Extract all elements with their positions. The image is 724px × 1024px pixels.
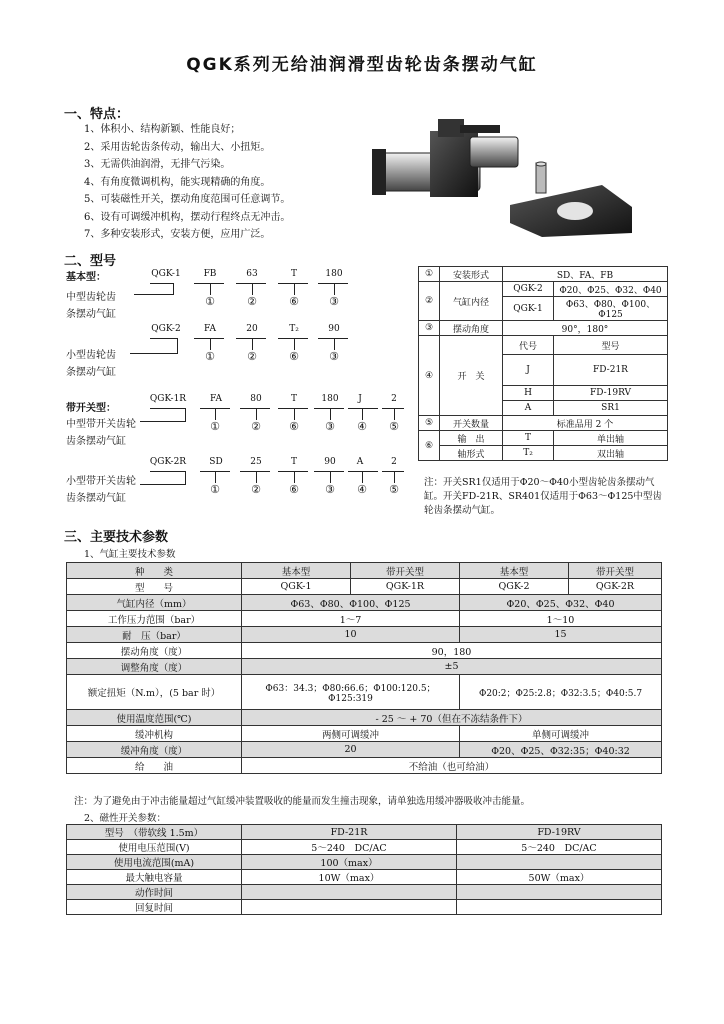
model-code: J: [358, 394, 362, 404]
param-number: ⑤: [389, 420, 399, 433]
tech-sub2: 2、磁性开关参数：: [84, 813, 167, 824]
model-code: T: [290, 457, 297, 467]
model-code: 180: [321, 394, 339, 404]
param-number: ①: [210, 420, 220, 433]
feature-item: 5、可装磁性开关，摆动角度范围可任意调节。: [84, 194, 291, 205]
param-number: ②: [247, 295, 257, 308]
model-code: T₂: [289, 324, 299, 334]
param-number: ③: [325, 420, 335, 433]
features-list: [84, 121, 290, 244]
model-code: 90: [324, 457, 336, 467]
param-number: ①: [205, 295, 215, 308]
spec-note: 注：开关SR1仅适用于Φ20～Φ40小型齿轮齿条摆动气缸。开关FD-21R、SR401仅适用于Φ63～Φ125中型齿轮齿条摆动气缸。: [424, 477, 662, 516]
model-code: QGK-1: [151, 269, 181, 279]
model-code: T: [290, 394, 297, 404]
model-code: QGK-2R: [149, 457, 187, 467]
switch-type-label: 带开关型：: [66, 403, 116, 414]
product-photo: [370, 115, 660, 240]
param-number: ④: [357, 420, 367, 433]
param-number: ②: [251, 483, 261, 496]
small-type-desc: 条摆动气缸: [66, 367, 116, 378]
param-number: ⑥: [289, 350, 299, 363]
model-code: 180: [325, 269, 343, 279]
param-number: ①: [205, 350, 215, 363]
model-code: 80: [250, 394, 262, 404]
model-code: FA: [210, 394, 222, 404]
param-number: ④: [357, 483, 367, 496]
model-code: A: [356, 457, 364, 467]
small-type-desc: 小型齿轮齿: [66, 350, 116, 361]
param-number: ②: [251, 420, 261, 433]
small-switch-desc: 齿条摆动气缸: [66, 493, 126, 504]
model-code: SD: [209, 457, 223, 467]
basic-type-label: 基本型：: [66, 272, 106, 283]
feature-item: 7、多种安装形式，安装方便，应用广泛。: [84, 229, 271, 240]
param-number: ⑥: [289, 420, 299, 433]
model-code: 20: [246, 324, 258, 334]
model-code: 2: [391, 457, 397, 467]
tech-heading: 三、主要技术参数: [64, 530, 169, 545]
model-code: QGK-2: [151, 324, 181, 334]
model-code: 25: [250, 457, 262, 467]
param-number: ①: [210, 483, 220, 496]
param-number: ⑥: [289, 295, 299, 308]
switch-type-desc: 中型带开关齿轮: [66, 419, 136, 430]
model-code: 90: [328, 324, 340, 334]
param-number: ③: [329, 350, 339, 363]
param-number: ③: [329, 295, 339, 308]
param-number: ⑥: [289, 483, 299, 496]
param-number: ⑤: [389, 483, 399, 496]
model-code: 2: [391, 394, 397, 404]
param-number: ②: [247, 350, 257, 363]
features-heading: 一、特点：: [64, 107, 130, 122]
basic-type-desc: 条摆动气缸: [66, 309, 116, 320]
model-spec-table: ① 安装形式 SD、FA、FB ② 气缸内径 QGK-2 Φ20、Φ25、Φ32、Φ40 QGK-1 Φ63、Φ80、Φ100、Φ125 ③ 摆动角度 90°，180° ④ 开 关 代号 型号 J FD-21R H FD-19RV A SR1 ⑤ 开关数量 标准品用 2 个 ⑥ 输 出 T 单出轴 轴形式 T₂ 双出轴: [418, 266, 668, 461]
model-code: FA: [204, 324, 216, 334]
main-tech-table: 种 类 基本型 带开关型 基本型 带开关型 型 号 QGK-1 QGK-1R QGK-2 QGK-2R 气缸内径（mm） Φ63、Φ80、Φ100、Φ125 Φ20、Φ25、Φ32、Φ40 工作压力范围（bar） 1～7 1～10 耐 压（bar） 10 15 摆动角度（度） 90，180 调整角度（度） ±5 额定扭矩（N.m），(5 bar 时） Φ63：34.3；Φ80:66.6；Φ100:120.5； Φ125:319 Φ20:2；Φ25:2.8；Φ32:3.5；Φ40:5.7 使用温度范围(℃) - 25 ～ + 70（但在不冻结条件下） 缓冲机构 两侧可调缓冲 单侧可调缓冲 缓冲角度（度） 20 Φ20、Φ25、Φ32:35；Φ40:32 给 油 不给油（也可给油）: [66, 562, 662, 774]
feature-item: 3、无需供油润滑，无排气污染。: [84, 159, 231, 170]
model-code: QGK-1R: [149, 394, 187, 404]
model-code: FB: [203, 269, 217, 279]
feature-item: 6、设有可调缓冲机构，摆动行程终点无冲击。: [84, 211, 291, 223]
page-title: QGK系列无给油润滑型齿轮齿条摆动气缸: [186, 55, 538, 75]
tech-note: 注：为了避免由于冲击能量超过气缸缓冲装置吸收的能量而发生撞击现象，请单独选用缓冲器吸收冲击能量。: [74, 796, 531, 807]
basic-type-desc: 中型齿轮齿: [66, 292, 116, 303]
param-number: ③: [325, 483, 335, 496]
model-code: T: [290, 269, 297, 279]
switch-type-desc: 齿条摆动气缸: [66, 436, 126, 447]
model-heading: 二、型号: [64, 254, 117, 269]
feature-item: 1、体积小、结构新颖、性能良好；: [84, 124, 241, 135]
feature-item: 2、采用齿轮齿条传动，输出大、小扭矩。: [84, 141, 271, 153]
model-code: 63: [246, 269, 258, 279]
tech-sub1: 1、气缸主要技术参数: [84, 549, 176, 560]
feature-item: 4、有角度微调机构，能实现精确的角度。: [84, 176, 271, 188]
magnetic-switch-table: 型号 （带软线 1.5m） FD-21R FD-19RV 使用电压范围(V) 5～240 DC/AC 5～240 DC/AC 使用电流范围(mA) 100（max） 最大触电容量 10W（max） 50W（max） 动作时间 回复时间: [66, 824, 662, 915]
small-switch-desc: 小型带开关齿轮: [66, 476, 136, 487]
